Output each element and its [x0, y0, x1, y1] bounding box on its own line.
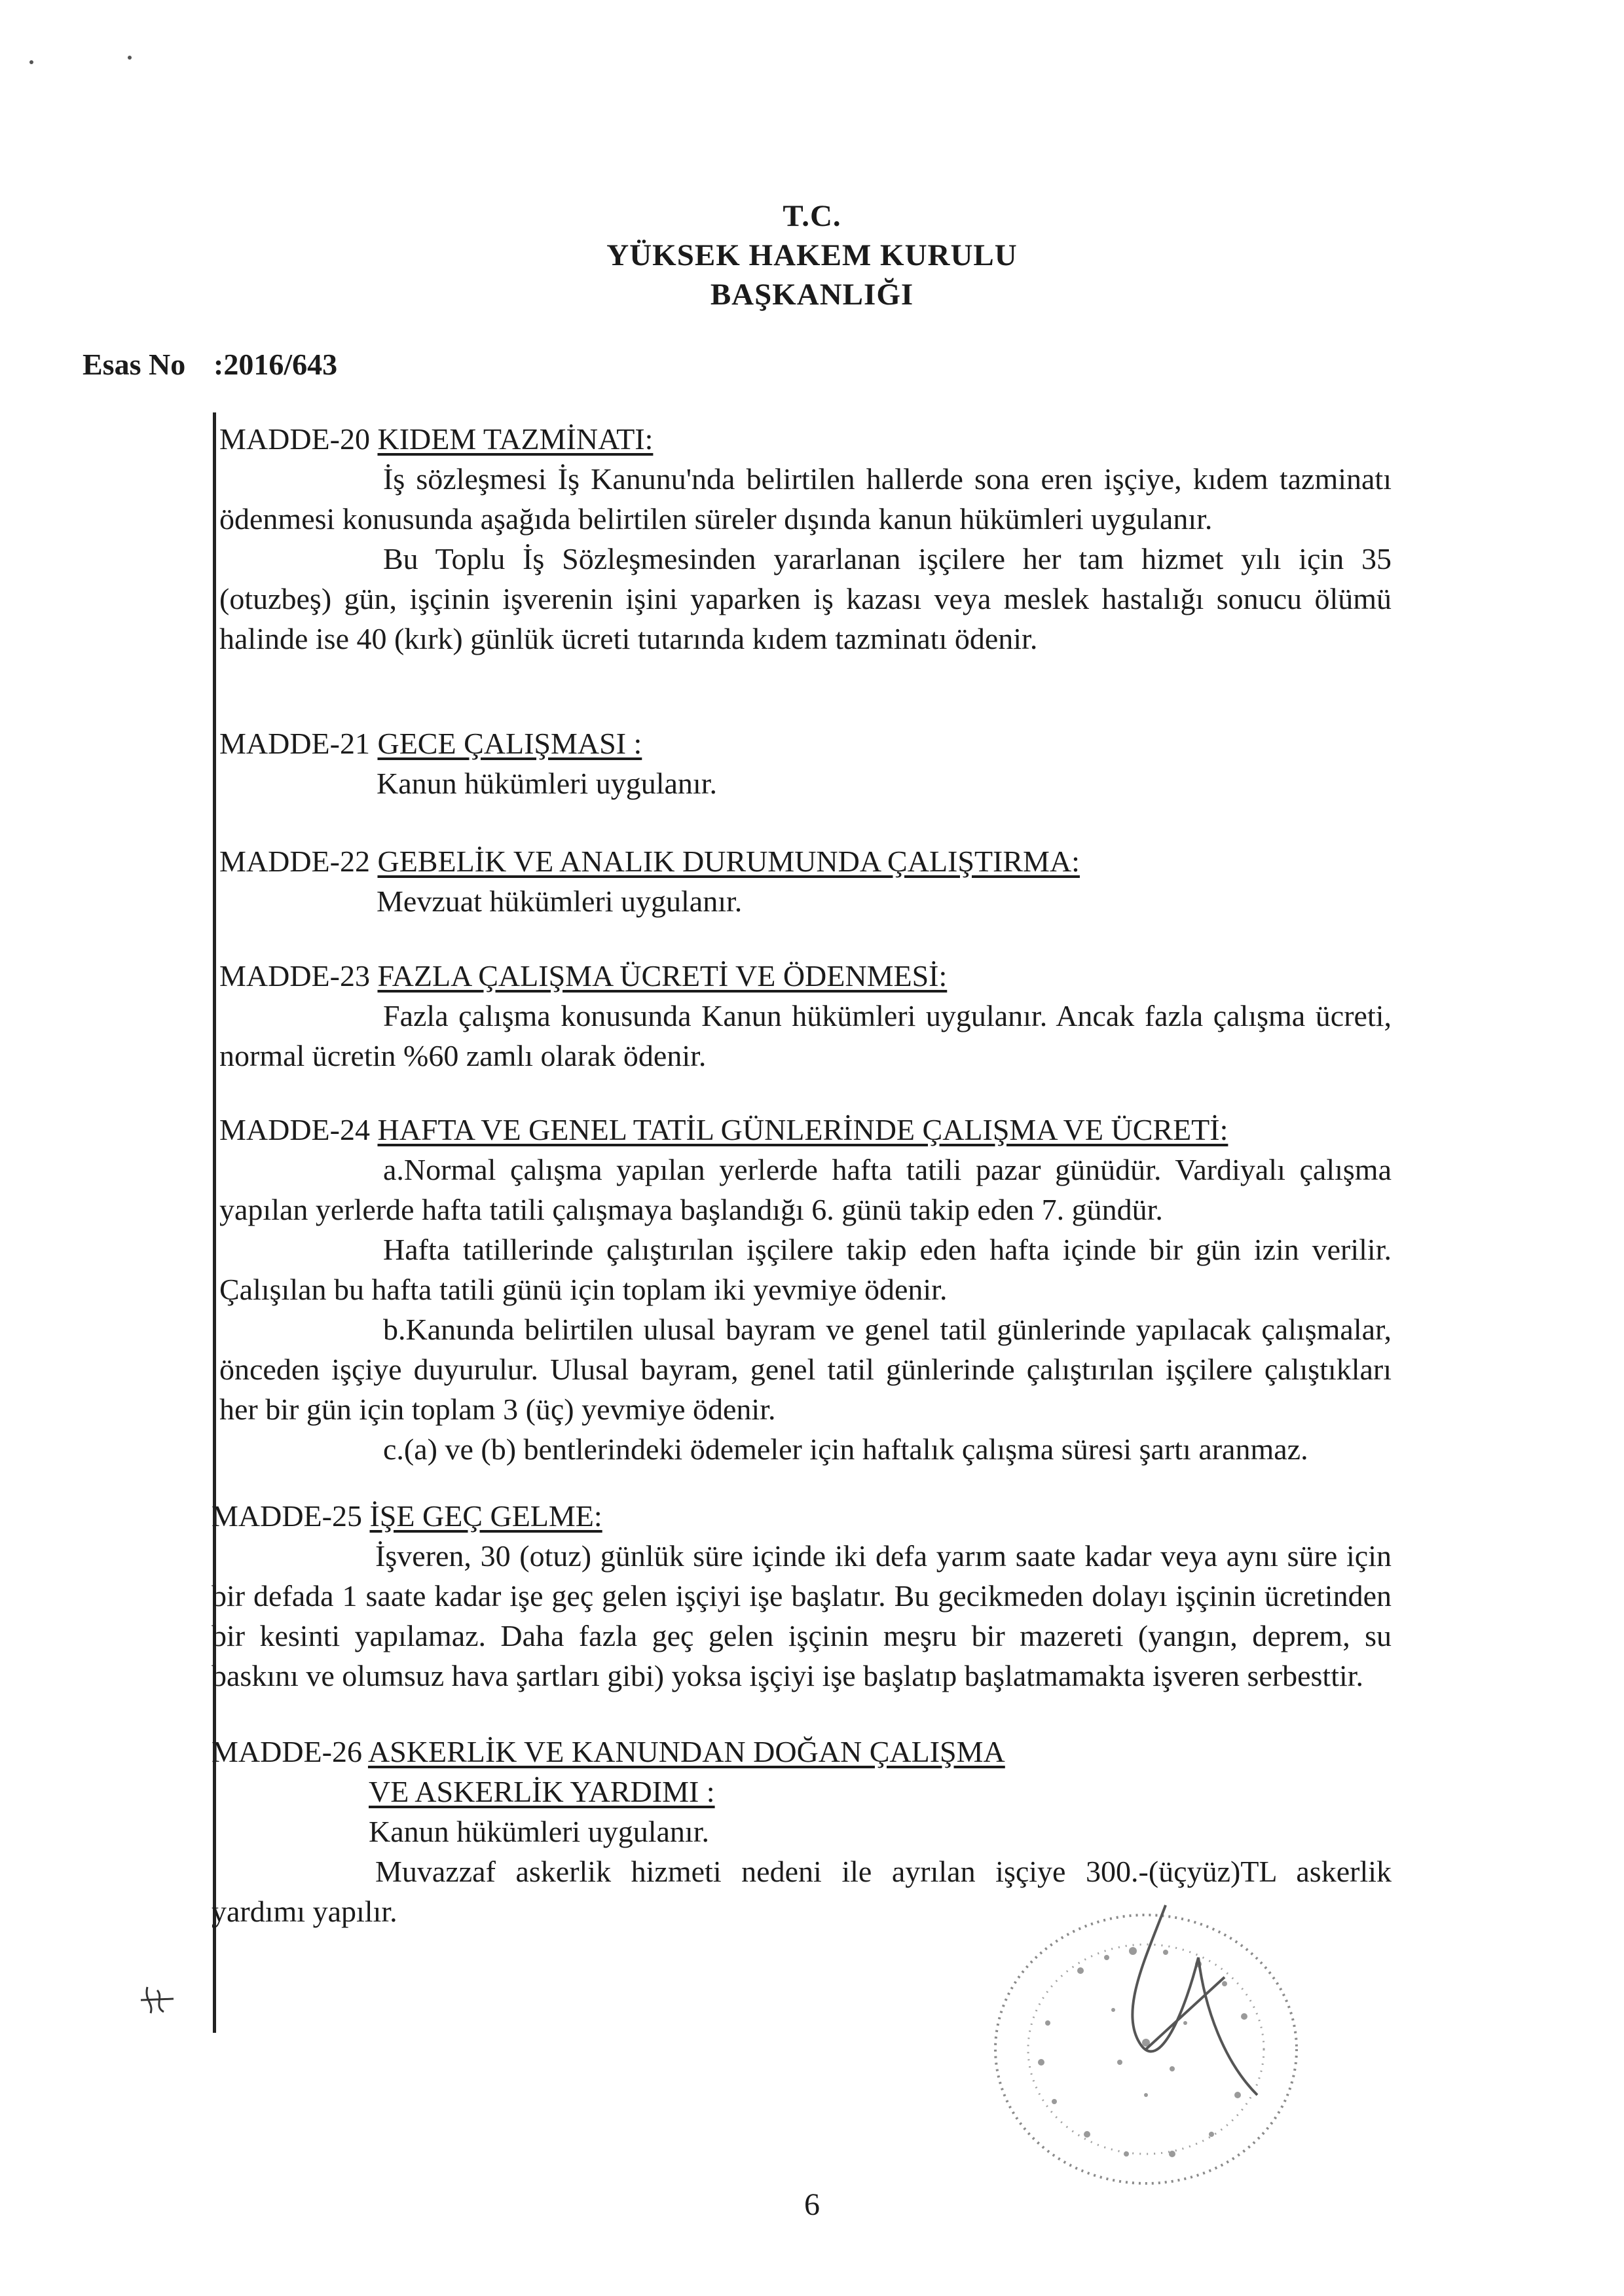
article-paragraph: İş sözleşmesi İş Kanunu'nda belirtilen hallerde sona eren işçiye, kıdem tazminatı ödenmesi konusunda aşağıda belirtilen süreler dışında kanun hükümleri uygulanır.	[219, 462, 1392, 536]
case-number	[83, 347, 337, 382]
article-paragraph: Mevzuat hükümleri uygulanır.	[377, 884, 743, 918]
header-line-presidency: BAŞKANLIĞI	[710, 278, 914, 312]
case-number-label: Esas No	[83, 348, 186, 381]
article-number: MADDE-22	[219, 845, 370, 878]
official-seal-with-signature	[950, 1879, 1342, 2206]
article-25	[212, 1496, 1392, 1696]
article-title: ASKERLİK VE KANUNDAN DOĞAN ÇALIŞMA	[367, 1735, 1005, 1768]
article-paragraph: Kanun hükümleri uygulanır.	[377, 767, 717, 800]
article-heading	[219, 841, 1392, 881]
article-number: MADDE-20	[219, 422, 370, 456]
article-paragraph: Fazla çalışma konusunda Kanun hükümleri uygulanır. Ancak fazla çalışma ücreti, normal ücretin %60 zamlı olarak ödenir.	[219, 999, 1392, 1072]
case-number-value: :2016/643	[213, 348, 338, 381]
article-paragraph: b.Kanunda belirtilen ulusal bayram ve genel tatil günlerinde yapılacak çalışmalar, önceden işçiye duyurulur. Ulusal bayram, genel tatil günlerinde çalıştırılan işçilere çalıştıkları her bir gün için toplam 3 (üç) yevmiye ödenir.	[219, 1313, 1392, 1426]
article-22	[219, 841, 1392, 921]
article-title: İŞE GEÇ GELME:	[369, 1499, 602, 1533]
article-heading	[219, 723, 1392, 763]
article-number: MADDE-23	[219, 959, 370, 993]
article-title: FAZLA ÇALIŞMA ÜCRETİ VE ÖDENMESİ:	[377, 959, 948, 993]
scan-specks	[0, 0, 196, 79]
article-paragraph: a.Normal çalışma yapılan yerlerde hafta tatili pazar günüdür. Vardiyalı çalışma yapılan yerlerde hafta tatili çalışmaya başlandığı 6. günü takip eden 7. gündür.	[219, 1153, 1392, 1226]
article-heading	[219, 419, 1392, 459]
article-title: HAFTA VE GENEL TATİL GÜNLERİNDE ÇALIŞMA VE ÜCRETİ:	[377, 1113, 1228, 1146]
article-24	[219, 1110, 1392, 1469]
article-paragraph: Bu Toplu İş Sözleşmesinden yararlanan işçilere her tam hizmet yılı için 35 (otuzbeş) gün, işçinin işverenin işini yaparken iş kazası veya meslek hastalığı sonucu ölümü halinde ise 40 (kırk) günlük ücreti tutarında kıdem tazminatı ödenir.	[219, 542, 1392, 655]
article-title: GEBELİK VE ANALIK DURUMUNDA ÇALIŞTIRMA:	[377, 845, 1080, 878]
article-heading	[212, 1732, 1392, 1772]
article-23	[219, 956, 1392, 1076]
document-header	[0, 196, 1624, 314]
article-title: KIDEM TAZMİNATI:	[377, 422, 654, 456]
header-line-institution: YÜKSEK HAKEM KURULU	[606, 238, 1018, 272]
page-number: 6	[804, 2187, 820, 2222]
article-title-continued: VE ASKERLİK YARDIMI :	[369, 1775, 715, 1808]
article-title: GECE ÇALIŞMASI :	[377, 727, 642, 760]
initial-signature-icon	[134, 1980, 187, 2020]
article-paragraph: Muvazzaf askerlik hizmeti nedeni ile ayrılan işçiye 300.-(üçyüz)TL askerlik yardımı yapılır.	[212, 1855, 1392, 1928]
article-paragraph: İşveren, 30 (otuz) günlük süre içinde iki defa yarım saate kadar veya aynı süre için bir defada 1 saate kadar işe geç gelen işçiyi işe başlatır. Bu gecikmeden dolayı işçinin ücretinden bir kesinti yapılamaz. Daha fazla geç gelen işçinin meşru bir mazereti (yangın, deprem, su baskını ve olumsuz hava şartları gibi) yoksa işçiyi işe başlatıp başlatmamakta işveren serbesttir.	[212, 1539, 1392, 1692]
article-number: MADDE-26	[212, 1735, 362, 1768]
article-number: MADDE-21	[219, 727, 370, 760]
article-heading	[212, 1496, 1392, 1536]
article-heading	[219, 956, 1392, 996]
article-20	[219, 419, 1392, 659]
header-line-tc: T.C.	[783, 199, 841, 233]
article-heading	[219, 1110, 1392, 1150]
article-21	[219, 723, 1392, 803]
article-paragraph: c.(a) ve (b) bentlerindeki ödemeler için haftalık çalışma süresi şartı aranmaz.	[383, 1432, 1308, 1466]
article-paragraph: Kanun hükümleri uygulanır.	[369, 1815, 709, 1848]
article-number: MADDE-24	[219, 1113, 370, 1146]
article-paragraph: Hafta tatillerinde çalıştırılan işçilere takip eden hafta içinde bir gün izin verilir. Çalışılan bu hafta tatili günü için toplam iki yevmiye ödenir.	[219, 1233, 1392, 1306]
article-number: MADDE-25	[212, 1499, 362, 1533]
